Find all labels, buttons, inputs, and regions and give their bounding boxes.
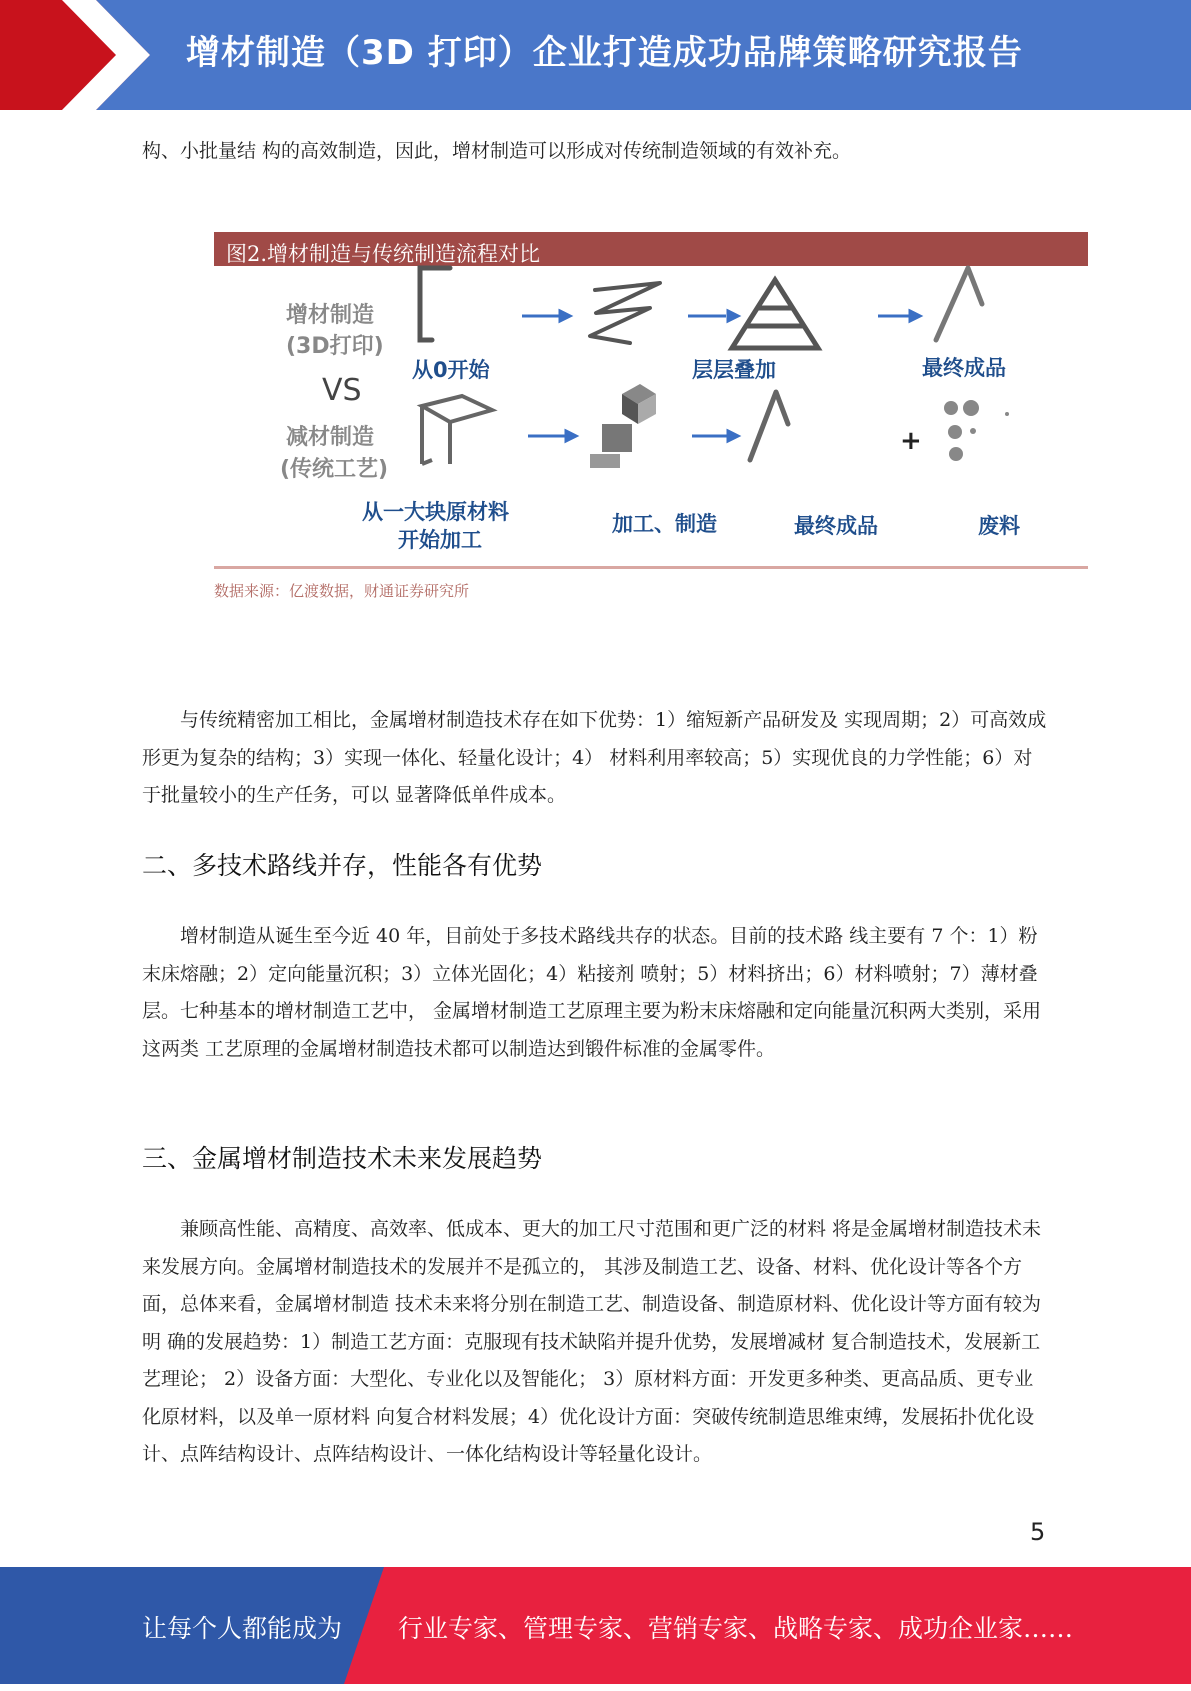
step-final-product-2: 最终成品 (794, 514, 878, 538)
report-title: 增材制造（3D 打印）企业打造成功品牌策略研究报告 (186, 33, 1023, 73)
section-heading-3: 三、金属增材制造技术未来发展趋势 (142, 1144, 543, 1173)
step-raw-block-line2: 开始加工 (398, 528, 482, 552)
page-header (0, 0, 1191, 110)
header-chevron-decoration (0, 0, 150, 110)
final-product-icon-2 (750, 392, 788, 460)
machining-blocks-icon (590, 384, 656, 468)
start-bracket-icon (420, 268, 450, 340)
step-raw-block-line1: 从一大块原材料 (362, 500, 509, 524)
additive-label-line2: (3D打印) (286, 334, 384, 359)
figure-source: 数据来源：亿渡数据，财通证券研究所 (214, 582, 470, 600)
zigzag-layer-icon (590, 283, 660, 343)
step-from-zero: 从0开始 (412, 358, 490, 382)
step-layering: 层层叠加 (692, 358, 776, 382)
figure-bottom-rule (214, 566, 1088, 569)
vs-label: VS (322, 373, 362, 408)
additive-label-line1: 增材制造 (286, 303, 375, 328)
plus-sign: + (900, 426, 922, 456)
page-footer (0, 1567, 1191, 1684)
waste-dots-icon (944, 400, 1009, 461)
arrow-icon (528, 431, 738, 441)
subtractive-label-line2: (传统工艺) (280, 457, 389, 482)
section-heading-2: 二、多技术路线并存，性能各有优势 (142, 851, 543, 880)
raw-block-icon (422, 396, 492, 464)
page-number: 5 (1030, 1518, 1046, 1546)
figure-title: 图2.增材制造与传统制造流程对比 (226, 242, 541, 266)
intro-paragraph-end: 构、小批量结 构的高效制造，因此，增材制造可以形成对传统制造领域的有效补充。 (142, 140, 852, 162)
routes-paragraph: 增材制造从诞生至今近 40 年，目前处于多技术路线共存的状态。目前的技术路 线主要有 7 个：1）粉末床熔融；2）定向能量沉积；3）立体光固化；4）粘接剂 喷射；5）材料挤出；6）材料喷射；7）薄材叠层。七种基本的增材制造工艺中， 金属增材制造工艺原理主要为粉末床熔融和定向能量沉积两大类别，采用这两类 工艺原理的金属增材制造技术都可以制造达到锻件标准的金属零件。 (142, 925, 1042, 1060)
footer-slogan-right: 行业专家、管理专家、营销专家、战略专家、成功企业家…… (398, 1614, 1074, 1643)
final-product-icon-1 (936, 268, 982, 340)
footer-slogan-left: 让每个人都能成为 (142, 1614, 343, 1643)
advantages-paragraph: 与传统精密加工相比，金属增材制造技术存在如下优势：1）缩短新产品研发及 实现周期；2）可高效成形更为复杂的结构；3）实现一体化、轻量化设计；4） 材料利用率较高；5）实现优良的力学性能；6）对于批量较小的生产任务，可以 显著降低单件成本。 (142, 709, 1047, 806)
subtractive-label-line1: 减材制造 (286, 425, 375, 450)
arrow-icon (522, 311, 920, 321)
process-comparison-figure (210, 228, 1090, 608)
layered-pyramid-icon (732, 280, 818, 348)
step-waste: 废料 (978, 514, 1020, 538)
trends-paragraph: 兼顾高性能、高精度、高效率、低成本、更大的加工尺寸范围和更广泛的材料 将是金属增材制造技术未来发展方向。金属增材制造技术的发展并不是孤立的， 其涉及制造工艺、设备、材料、优化设计等各个方面，总体来看，金属增材制造 技术未来将分别在制造工艺、制造设备、制造原材料、优化设计等方面有较为明 确的发展趋势：1）制造工艺方面：克服现有技术缺陷并提升优势，发展增减材 复合制造技术，发展新工艺理论； 2）设备方面：大型化、专业化以及智能化； 3）原材料方面：开发更多种类、更高品质、更专业化原材料，以及单一原材料 向复合材料发展；4）优化设计方面：突破传统制造思维束缚，发展拓扑优化设 计、点阵结构设计、点阵结构设计、一体化结构设计等轻量化设计。 (142, 1218, 1042, 1465)
step-machining: 加工、制造 (612, 512, 717, 536)
step-final-product-1: 最终成品 (922, 356, 1006, 380)
